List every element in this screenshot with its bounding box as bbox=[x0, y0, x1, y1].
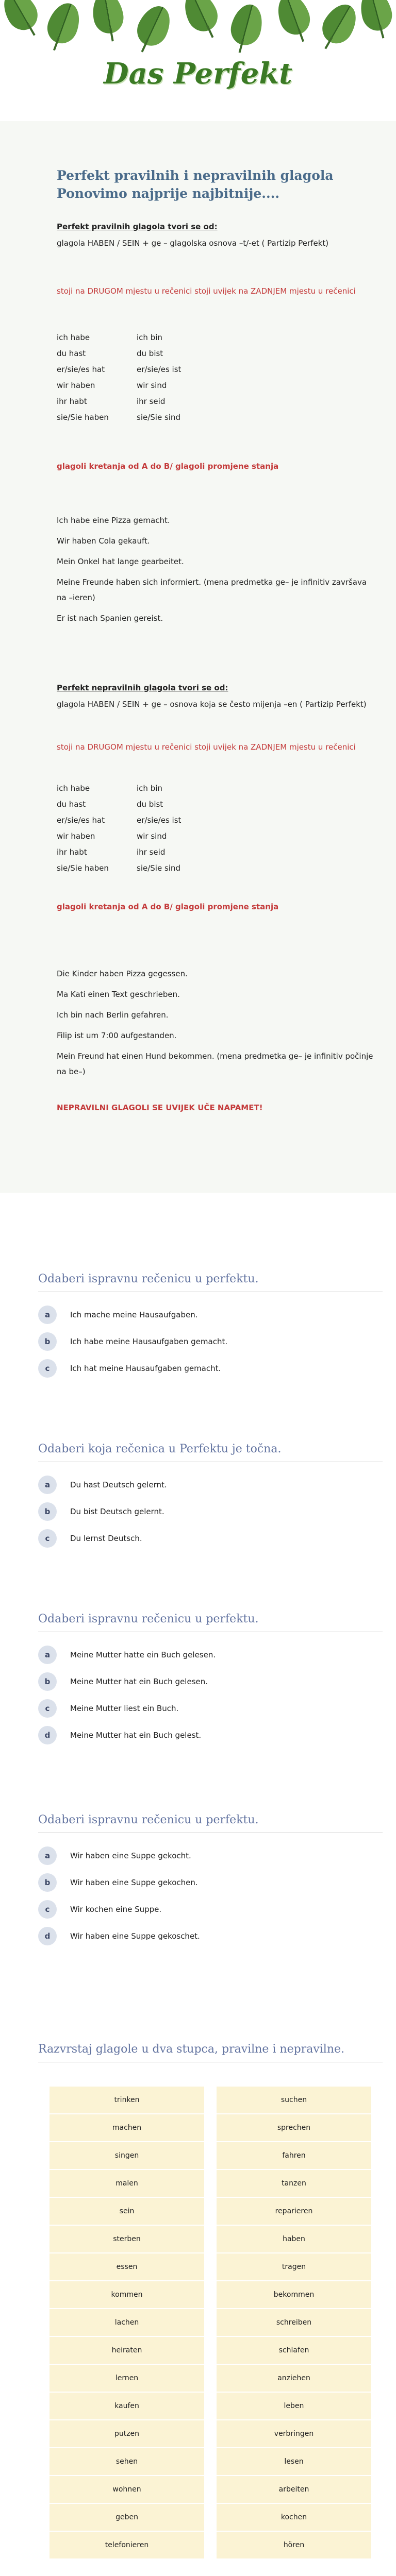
word-card[interactable]: leben bbox=[217, 2393, 371, 2419]
example: Wir haben Cola gekauft. bbox=[57, 536, 150, 546]
rule-position: stoji na DRUGOM mjestu u rečenici stoji uvijek na ZADNJEM mjestu u rečenici bbox=[57, 742, 356, 752]
section-heading: Perfekt pravilnih i nepravilnih glagola bbox=[57, 168, 334, 183]
section-subheading: Ponovimo najprije najbitnije.... bbox=[57, 186, 280, 201]
option[interactable]: b Wir haben eine Suppe gekochen. bbox=[38, 1869, 383, 1896]
word-card[interactable]: sterben bbox=[50, 2226, 204, 2252]
exercise-4: Odaberi ispravnu rečenicu u perfektu. a Wir haben eine Suppe gekocht. b Wir haben eine Suppe gekochen. c Wir kochen eine Suppe. d Wir haben eine Suppe gekoschet. bbox=[38, 1814, 383, 1950]
word-card[interactable]: kaufen bbox=[50, 2393, 204, 2419]
example: Die Kinder haben Pizza gegessen. bbox=[57, 969, 188, 978]
word-card[interactable]: kommen bbox=[50, 2281, 204, 2308]
word-card[interactable]: bekommen bbox=[217, 2281, 371, 2308]
word-card[interactable]: verbringen bbox=[217, 2420, 371, 2447]
warning: NEPRAVILNI GLAGOLI SE UVIJEK UČE NAPAMET! bbox=[57, 1103, 263, 1112]
word-card[interactable]: hören bbox=[217, 2532, 371, 2558]
word-card[interactable]: reparieren bbox=[217, 2198, 371, 2225]
option[interactable]: a Wir haben eine Suppe gekocht. bbox=[38, 1842, 383, 1869]
exercise-2: Odaberi koja rečenica u Perfektu je točna. a Du hast Deutsch gelernt. b Du bist Deutsch gelernt. c Du lernst Deutsch. bbox=[38, 1443, 383, 1552]
option[interactable]: d Wir haben eine Suppe gekoschet. bbox=[38, 1923, 383, 1950]
header bbox=[0, 0, 396, 106]
example: Ich bin nach Berlin gefahren. bbox=[57, 1010, 169, 1020]
word-card[interactable]: lachen bbox=[50, 2309, 204, 2336]
word-card[interactable]: lernen bbox=[50, 2365, 204, 2392]
option[interactable]: c Wir kochen eine Suppe. bbox=[38, 1896, 383, 1923]
rule-title: Perfekt pravilnih glagola tvori se od: bbox=[57, 222, 218, 231]
leaf-icon bbox=[43, 0, 85, 48]
word-card[interactable]: essen bbox=[50, 2253, 204, 2280]
word-card[interactable]: kochen bbox=[217, 2504, 371, 2531]
sort-exercise: Razvrstaj glagole u dva stupca, pravilne i nepravilne. bbox=[38, 2043, 383, 2072]
word-card[interactable]: lesen bbox=[217, 2448, 371, 2475]
leaf-icon bbox=[132, 1, 176, 50]
leaf-icon bbox=[178, 0, 223, 37]
rule-text: glagola HABEN / SEIN + ge – osnova koja se često mijenja –en ( Partizip Perfekt) bbox=[57, 700, 367, 709]
word-card[interactable]: telefonieren bbox=[50, 2532, 204, 2558]
option[interactable]: d Meine Mutter hat ein Buch gelest. bbox=[38, 1722, 383, 1749]
word-card[interactable]: sprechen bbox=[217, 2114, 371, 2141]
option[interactable]: a Ich mache meine Hausaufgaben. bbox=[38, 1301, 383, 1328]
word-card[interactable]: tragen bbox=[217, 2253, 371, 2280]
example: Meine Freunde haben sich informiert. (mena predmetka ge– je infinitiv završava na –ieren) bbox=[57, 578, 367, 602]
word-card[interactable]: sehen bbox=[50, 2448, 204, 2475]
word-card[interactable]: singen bbox=[50, 2142, 204, 2169]
word-card[interactable]: malen bbox=[50, 2170, 204, 2197]
exercise-1: Odaberi ispravnu rečenicu u perfektu. a Ich mache meine Hausaufgaben. b Ich habe meine Hausaufgaben gemacht. c Ich hat meine Hausaufgaben gemacht. bbox=[38, 1273, 383, 1382]
leaf-icon bbox=[0, 0, 43, 36]
haben-sein-table: ich habe ich bin du hast du bist er/sie/es hat er/sie/es ist wir haben wir sind ihr habt ihr seid sie/Sie haben sie/Sie sind bbox=[57, 784, 182, 873]
word-card[interactable]: sein bbox=[50, 2198, 204, 2225]
option[interactable]: b Du bist Deutsch gelernt. bbox=[38, 1498, 383, 1525]
exercise-3: Odaberi ispravnu rečenicu u perfektu. a Meine Mutter hatte ein Buch gelesen. b Meine Mutter hat ein Buch gelesen. c Meine Mutter liest ein Buch. d Meine Mutter hat ein Buch gelest. bbox=[38, 1613, 383, 1749]
word-card[interactable]: suchen bbox=[217, 2087, 371, 2113]
word-card[interactable]: anziehen bbox=[217, 2365, 371, 2392]
option[interactable]: a Du hast Deutsch gelernt. bbox=[38, 1471, 383, 1498]
word-card[interactable]: schreiben bbox=[217, 2309, 371, 2336]
word-card[interactable]: tanzen bbox=[217, 2170, 371, 2197]
word-card[interactable]: geben bbox=[50, 2504, 204, 2531]
word-card[interactable]: fahren bbox=[217, 2142, 371, 2169]
rule-position: stoji na DRUGOM mjestu u rečenici stoji uvijek na ZADNJEM mjestu u rečenici bbox=[57, 286, 356, 296]
theory-section bbox=[0, 121, 396, 1193]
option[interactable]: a Meine Mutter hatte ein Buch gelesen. bbox=[38, 1641, 383, 1668]
option[interactable]: c Ich hat meine Hausaufgaben gemacht. bbox=[38, 1355, 383, 1382]
example: Filip ist um 7:00 aufgestanden. bbox=[57, 1031, 177, 1040]
note: glagoli kretanja od A do B/ glagoli promjene stanja bbox=[57, 462, 279, 471]
example: Mein Freund hat einen Hund bekommen. (mena predmetka ge– je infinitiv počinje na be–) bbox=[57, 1052, 373, 1076]
option[interactable]: c Meine Mutter liest ein Buch. bbox=[38, 1695, 383, 1722]
word-card[interactable]: machen bbox=[50, 2114, 204, 2141]
leaf-icon bbox=[227, 1, 267, 48]
example: Mein Onkel hat lange gearbeitet. bbox=[57, 557, 184, 566]
leaf-icon bbox=[272, 0, 315, 39]
word-card[interactable]: schlafen bbox=[217, 2337, 371, 2364]
word-card[interactable]: wohnen bbox=[50, 2476, 204, 2503]
word-card[interactable]: putzen bbox=[50, 2420, 204, 2447]
example: Ich habe eine Pizza gemacht. bbox=[57, 516, 170, 525]
rule-title: Perfekt nepravilnih glagola tvori se od: bbox=[57, 683, 228, 692]
rule-text: glagola HABEN / SEIN + ge – glagolska osnova –t/-et ( Partizip Perfekt) bbox=[57, 239, 329, 248]
word-card[interactable]: heiraten bbox=[50, 2337, 204, 2364]
option[interactable]: b Ich habe meine Hausaufgaben gemacht. bbox=[38, 1328, 383, 1355]
leaf-icon bbox=[89, 0, 126, 36]
haben-sein-table: ich habe ich bin du hast du bist er/sie/es hat er/sie/es ist wir haben wir sind ihr habt ihr seid sie/Sie haben sie/Sie sind bbox=[57, 333, 182, 422]
example: Er ist nach Spanien gereist. bbox=[57, 614, 163, 623]
note: glagoli kretanja od A do B/ glagoli promjene stanja bbox=[57, 902, 279, 911]
word-card[interactable]: trinken bbox=[50, 2087, 204, 2113]
leaf-icon bbox=[356, 0, 396, 34]
page-title: Das Perfekt bbox=[104, 57, 292, 91]
leaf-icon bbox=[317, 0, 363, 49]
word-card[interactable]: haben bbox=[217, 2226, 371, 2252]
word-card[interactable]: arbeiten bbox=[217, 2476, 371, 2503]
option[interactable]: c Du lernst Deutsch. bbox=[38, 1525, 383, 1552]
example: Ma Kati einen Text geschrieben. bbox=[57, 990, 180, 999]
option[interactable]: b Meine Mutter hat ein Buch gelesen. bbox=[38, 1668, 383, 1695]
